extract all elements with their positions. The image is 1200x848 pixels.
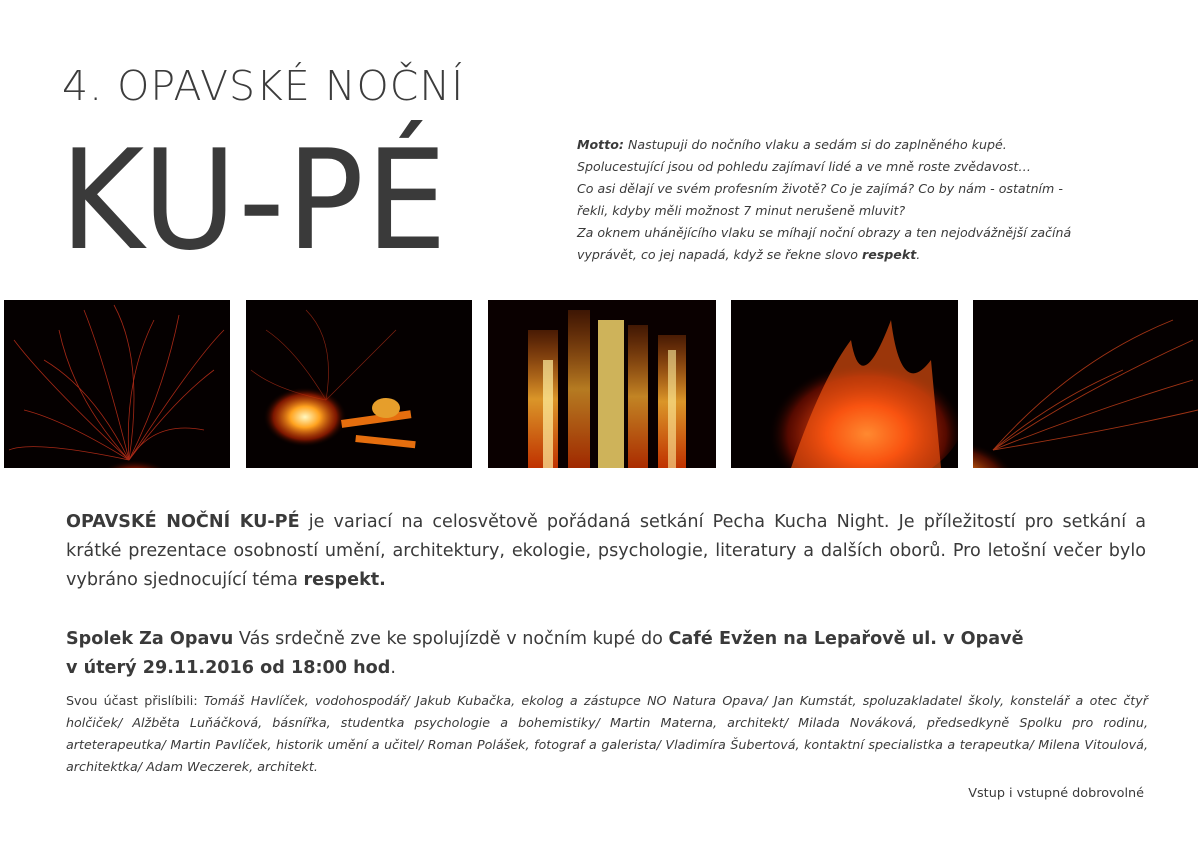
speakers-list xyxy=(66,690,1148,778)
theme-keyword: respekt. xyxy=(303,570,386,590)
photo-strip xyxy=(4,300,1198,468)
campfire-photo xyxy=(246,300,472,468)
motto-line: vyprávět, co jej napadá, když se řekne slovo xyxy=(577,247,858,262)
intro-text: je variací na celosvětově pořádaná setkání Pecha Kucha Night. Je příležitostí pro setkání a krátké prezentace osobností umění, architektury, ekologie, psychologie, literatury a dalších oborů. Pro letošní večer bylo vybráno sjednocující téma xyxy=(66,512,1146,590)
motto-line: Nastupuji do nočního vlaku a sedám si do zaplněného kupé. xyxy=(627,137,1007,152)
event-subtitle: 4. OPAVSKÉ NOČNÍ xyxy=(62,62,465,110)
motto-line: Co asi dělají ve svém profesním životě? Co je zajímá? Co by nám - ostatním - xyxy=(577,181,1063,196)
fire-sparks-photo xyxy=(4,300,230,468)
invitation-text: Vás srdečně zve ke spolujízdě v nočním kupé do xyxy=(233,629,669,649)
motto-block xyxy=(577,134,1137,266)
speakers-lead: Svou účast přislíbili: xyxy=(66,693,204,708)
motto-line-end: . xyxy=(916,247,921,262)
event-name: OPAVSKÉ NOČNÍ KU-PÉ xyxy=(66,512,300,532)
organizer-name: Spolek Za Opavu xyxy=(66,629,234,649)
ember-trails-photo xyxy=(973,300,1198,468)
motto-line: Za oknem uhánějícího vlaku se míhají noční obrazy a ten nejodvážnější začíná xyxy=(577,225,1072,240)
flame-streaks-photo xyxy=(488,300,716,468)
motto-line: Spolucestující jsou od pohledu zajímaví lidé a ve mně roste zvědavost… xyxy=(577,159,1031,174)
venue: Café Evžen na Lepařově ul. v Opavě xyxy=(668,629,1024,649)
event-title: KU-PÉ xyxy=(60,120,449,281)
intro-paragraph xyxy=(66,508,1146,595)
motto-label: Motto: xyxy=(577,137,624,152)
flame-blur-photo xyxy=(731,300,958,468)
speakers-names: Tomáš Havlíček, vodohospodář/ Jakub Kubačka, ekolog a zástupce NO Natura Opava/ Jan Kumstát, spoluzakladatel školy, konstelář a otec čtyř holčiček/ Alžběta Luňáčková, básnířka, studentka psychologie a bohemistiky/ Martin Materna, architekt/ Milada Nováková, předsedkyně Spolku pro rodinu, arteterapeutka/ Martin Pavlíček, historik umění a učitel/ Roman Polášek, fotograf a galerista/ Vladimíra Šubertová, kontaktní specialistka a terapeutka/ Milena Vitoulová, architektka/ Adam Weczerek, architekt. xyxy=(66,693,1149,774)
motto-line: řekli, kdyby měli možnost 7 minut nerušeně mluvit? xyxy=(577,203,906,218)
motto-keyword: respekt xyxy=(862,247,917,262)
date-end: . xyxy=(390,658,396,678)
entry-note: Vstup i vstupné dobrovolné xyxy=(968,786,1144,801)
event-date: v úterý 29.11.2016 od 18:00 hod xyxy=(66,658,391,678)
invitation-paragraph xyxy=(66,625,1146,683)
